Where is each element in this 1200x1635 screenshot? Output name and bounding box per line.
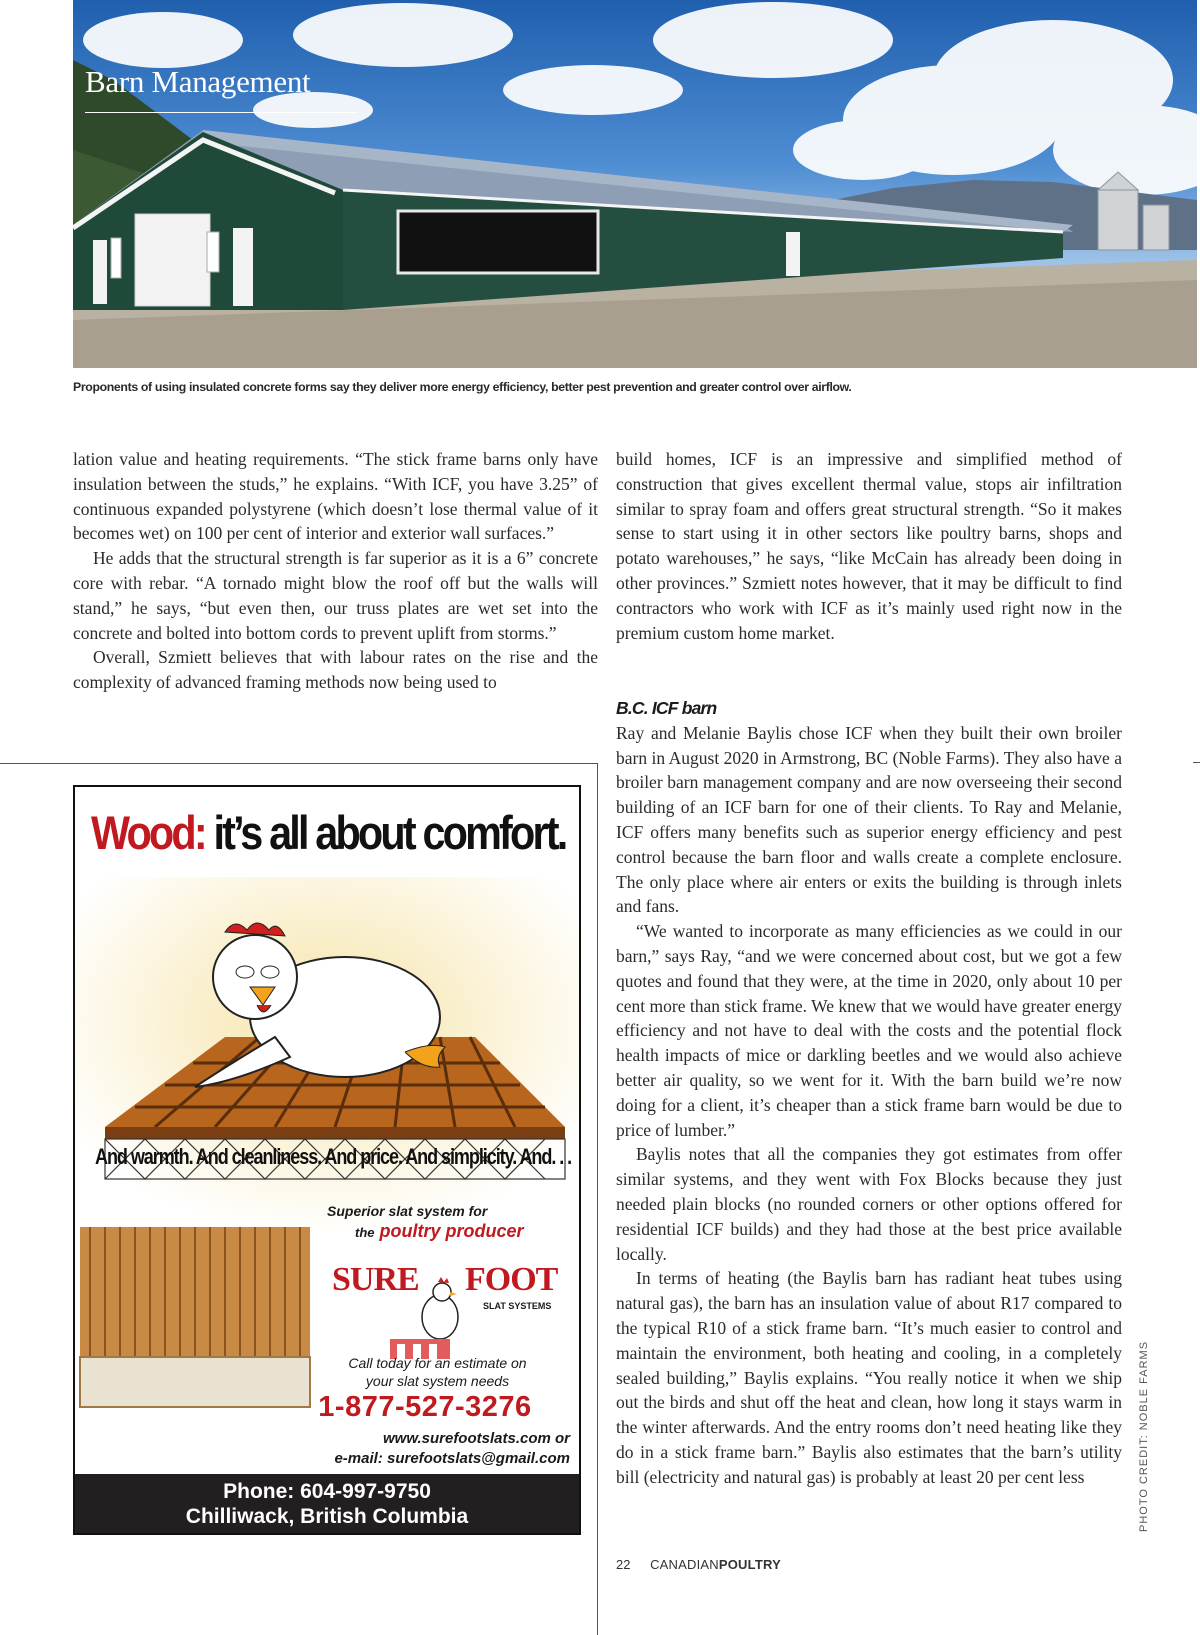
ad-tagline: Superior slat system for <box>327 1203 488 1219</box>
ad-contact <box>255 1429 570 1469</box>
paragraph: build homes, ICF is an impressive and simplified method of construction that gives excellent thermal value, stops air infiltration similar to spray foam and offers great structural strength. “So it makes sense to start using it in other sectors like poultry barns, shops and potato warehouses,” he says, “like McCain has already been doing in other provinces.” Szmiett notes however, that it may be difficult to find contractors who work with ICF as it’s mainly used right now in the premium custom home market. <box>616 449 1122 643</box>
page-number: 22 <box>616 1557 631 1572</box>
photo-caption: Proponents of using insulated concrete forms say they deliver more energy efficiency, better pest prevention and greater control over airflow. <box>73 380 852 394</box>
paragraph: In terms of heating (the Baylis barn has radiant heat tubes using natural gas), the barn has an insulation value of about R17 compared to the typical R10 of a stick frame barn. “It’s much easier to control and maintain the environment, both heating and cooling, in a completely sealed building,” Baylis explains. “You really notice it when we ship out the birds and shut off the heat and clean, how long it stays warm in the winter afterwards. And the entry rooms don’t need heating like they do in a stick frame barn.” Baylis also estimates that the barn’s utility bill (electricity and natural gas) is probably at least 20 per cent less <box>616 1268 1122 1487</box>
barn-illustration <box>73 0 1197 368</box>
section-tag: Barn Management <box>85 64 311 99</box>
surefoot-advertisement[interactable] <box>73 785 581 1535</box>
photo-credit: PHOTO CREDIT: NOBLE FARMS <box>1138 1340 1150 1532</box>
ad-location: Chilliwack, British Columbia <box>185 1505 469 1528</box>
ad-tagline-poultry: the poultry producer <box>355 1221 524 1241</box>
margin-tick <box>1193 762 1200 763</box>
ad-headline <box>91 805 566 860</box>
article-left-column <box>73 447 598 695</box>
rooster-logo <box>422 1277 458 1339</box>
ad-frame-rule <box>597 763 598 1635</box>
paragraph: “We wanted to incorporate as many efficiencies as we could in our barn,” says Ray, “and we were concerned about cost, but we got a few quotes and found that they were, at the time in 2020, only about 10 per cent more than stick frame. We knew that we would have greater energy efficiency and not have to deal with the costs and the potential flock health impacts of mice or darkling beetles and we would also achieve better air quality, so we went for it. With the barn build we’re now doing for a client, it’s cheaper than a stick frame barn would be due to price of lumber.” <box>616 921 1122 1140</box>
ad-website-link[interactable]: www.surefootslats.com or <box>383 1430 570 1447</box>
ad-call-to-action: Call today for an estimate on your slat system needs <box>348 1355 527 1389</box>
ad-phone: Phone: 604-997-9750 <box>223 1480 431 1503</box>
ad-toll-free-number[interactable]: 1-877-527-3276 <box>318 1391 532 1423</box>
page-folio <box>616 1557 781 1572</box>
ad-footer-bar <box>75 1474 579 1533</box>
paragraph: Overall, Szmiett believes that with labour rates on the rise and the complexity of advanced framing methods now being used to <box>73 647 598 693</box>
paragraph: lation value and heating requirements. “The stick frame barns only have insulation between the studs,” he explains. “With ICF, you have 3.25” of continuous expanded polystyrene (which doesn’t lose thermal value of it becomes wet) on 100 per cent of interior and exterior wall surfaces.” <box>73 449 598 544</box>
ad-subline: And warmth. And cleanliness. And price. And simplicity. And. . . <box>95 1144 572 1169</box>
ad-email-link[interactable]: e-mail: surefootslats@gmail.com <box>334 1450 570 1467</box>
ad-frame-rule <box>0 763 598 764</box>
magazine-name: CANADIANPOULTRY <box>650 1557 781 1572</box>
ad-headline-rest: it’s all about comfort. <box>204 806 566 859</box>
hero-photo <box>73 0 1197 368</box>
paragraph: Baylis notes that all the companies they got estimates from offer similar systems, and they went with Fox Blocks because they just needed plain blocks (no rounded corners or other options offered for residential ICF builds) and they had those at the best price available locally. <box>616 1144 1122 1264</box>
brand-sure: SURE <box>332 1261 419 1298</box>
ad-headline-wood: Wood: <box>91 806 205 859</box>
paragraph: Ray and Melanie Baylis chose ICF when they built their own broiler barn in August 2020 in Armstrong, BC (Noble Farms). They also have a broiler barn management company and are now overseeing their second building of an ICF barn for one of their clients. To Ray and Melanie, ICF offers many benefits such as superior energy efficiency and pest control because the barn floor and walls create a complete enclosure. The only place where air enters or exits the building is through inlets and fans. <box>616 722 1122 917</box>
paragraph: He adds that the structural strength is far superior as it is a 6” concrete core with rebar. “A tornado might blow the roof off but the walls will stand,” he says, “but even then, our truss plates are wet set into the concrete and bolted into bottom cords to prevent uplift from storms.” <box>73 548 598 643</box>
subhead: B.C. ICF barn <box>616 698 717 718</box>
section-tag-rule <box>85 112 357 113</box>
brand-foot: FOOT <box>465 1261 558 1298</box>
article-right-column-bottom <box>616 696 1122 1490</box>
brand-sub: SLAT SYSTEMS <box>483 1301 552 1311</box>
article-right-column-top <box>616 447 1122 645</box>
